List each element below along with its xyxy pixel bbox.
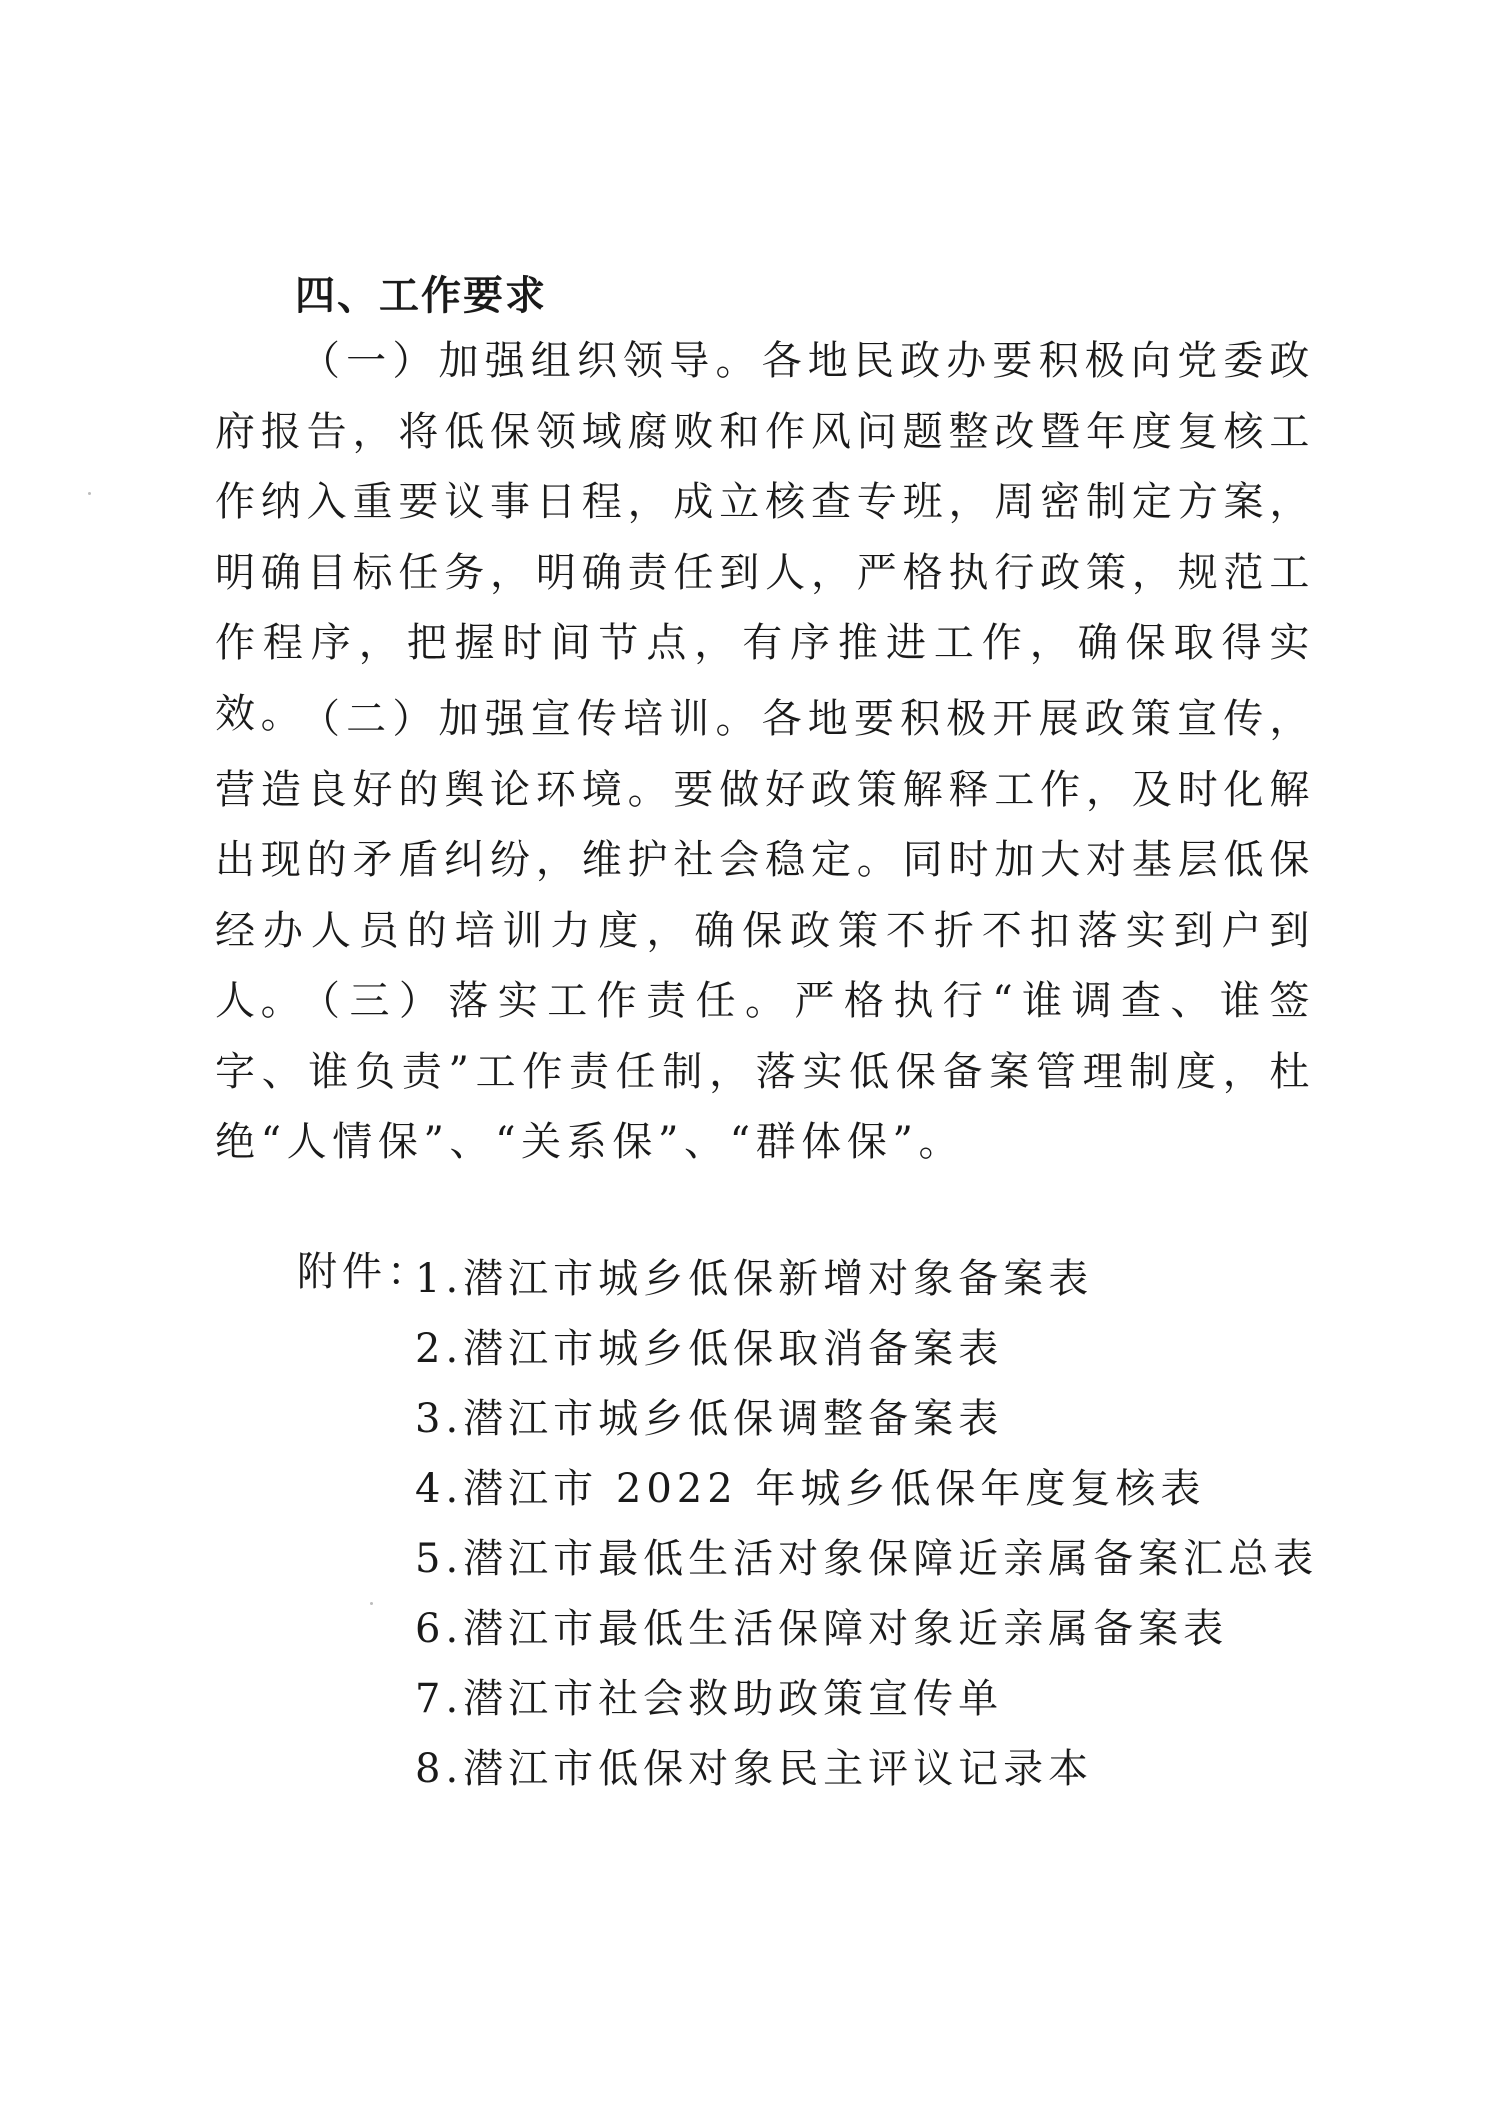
attachment-item: 2.潜江市城乡低保取消备案表: [415, 1326, 1004, 1372]
attachments-list: [415, 1244, 1318, 1804]
section-heading: 四、工作要求: [295, 273, 547, 319]
attachment-item: 5.潜江市最低生活对象保障近亲属备案汇总表: [415, 1536, 1319, 1582]
scan-speck: [88, 492, 91, 495]
paragraph-responsibility: （三）落实工作责任。严格执行“谁调查、谁签字、谁负责”工作责任制，落实低保备案管理制度，杜绝“人情保”、“关系保”、“群体保”。: [215, 978, 1315, 1165]
attachments-label: 附件：: [297, 1249, 432, 1295]
attachment-item: 3.潜江市城乡低保调整备案表: [415, 1396, 1004, 1442]
attachment-item: 6.潜江市最低生活保障对象近亲属备案表: [415, 1606, 1229, 1652]
paragraph-training: （二）加强宣传培训。各地要积极开展政策宣传，营造良好的舆论环境。要做好政策解释工作，及时化解出现的矛盾纠纷，维护社会稳定。同时加大对基层低保经办人员的培训力度，确保政策不折不扣落实到户到人。: [215, 696, 1315, 1024]
paragraph-organization: （一）加强组织领导。各地民政办要积极向党委政府报告，将低保领域腐败和作风问题整改暨年度复核工作纳入重要议事日程，成立核查专班，周密制定方案，明确目标任务，明确责任到人，严格执行政策，规范工作程序，把握时间节点，有序推进工作，确保取得实效。: [215, 338, 1315, 737]
attachment-item: 7.潜江市社会救助政策宣传单: [415, 1676, 1004, 1722]
attachment-item: 4.潜江市 2022 年城乡低保年度复核表: [415, 1466, 1206, 1512]
scan-speck: [370, 1602, 373, 1605]
attachment-item: 8.潜江市低保对象民主评议记录本: [415, 1746, 1094, 1792]
attachment-item: 1.潜江市城乡低保新增对象备案表: [415, 1256, 1094, 1302]
